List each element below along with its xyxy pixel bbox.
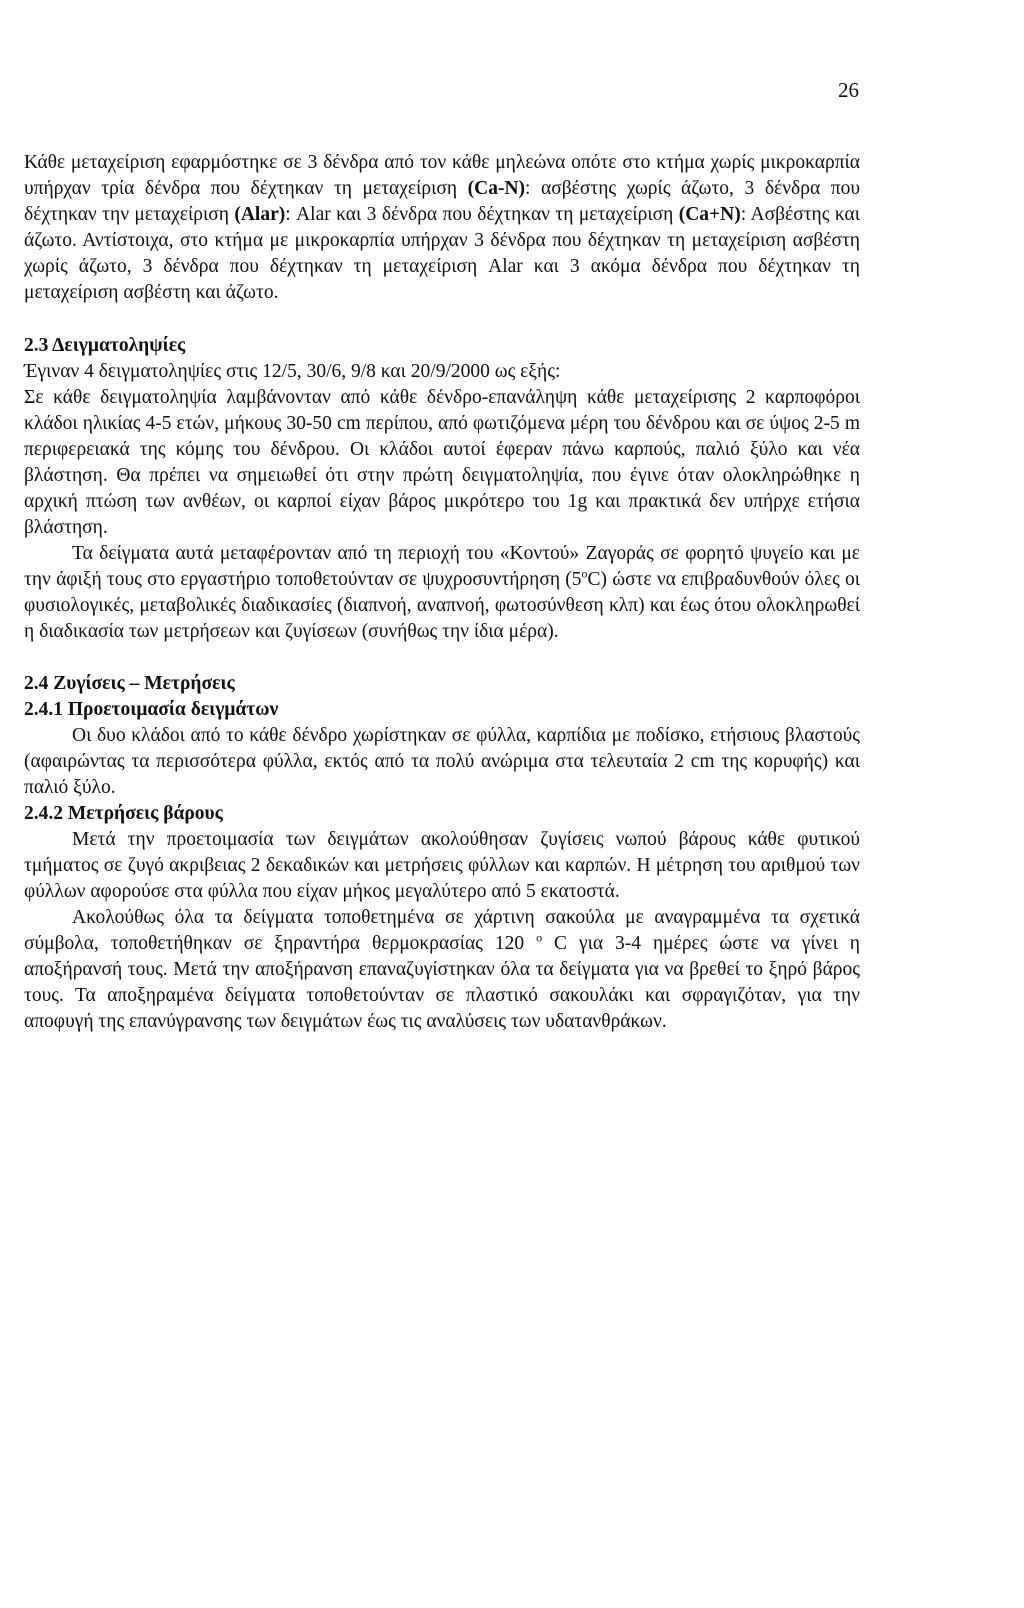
treatment-label-alar: (Alar) — [234, 204, 286, 225]
drying-text-2: C για 3-4 ημέρες ώστε να γίνει η αποξήρανσή τους. Μετά την αποξήρανση επαναζυγίστηκαν όλα τα δείγματα για να βρεθεί το ξηρό βάρος τους. Τα αποξηραμένα δείγματα τοποθετούνταν σε πλαστικό σακουλάκι και σφραγιζόταν, για την αποφυγή της επανύγρανσης των δειγμάτων έως τις αναλύσεις των υδατανθράκων. — [24, 933, 861, 1032]
page-number: 26 — [838, 78, 859, 102]
degree-superscript: ο — [581, 566, 588, 581]
spacer — [24, 645, 860, 671]
spacer — [24, 306, 860, 333]
intro-paragraph — [24, 150, 860, 306]
weight-measurement-paragraph: Μετά την προετοιμασία των δειγμάτων ακολούθησαν ζυγίσεις νωπού βάρους κάθε φυτικού τμήματος σε ζυγό ακριβειας 2 δεκαδικών και μετρήσεις φύλλων και καρπών. Η μέτρηση του αριθμού των φύλλων αφορούσε στα φύλλα που είχαν μήκος μεγαλύτερο από 5 εκατοστά. — [24, 829, 860, 902]
drying-text-1: Ακολούθως όλα τα δείγματα τοποθετημένα σε χάρτινη σακούλα με αναγραμμένα τα σχετικά σύμβολα, τοποθετήθηκαν σε ξηραντήρα θερμοκρασίας 120 — [24, 907, 860, 954]
section-heading-2-4-2: 2.4.2 Μετρήσεις βάρους — [24, 803, 223, 824]
intro-text-1: Κάθε μεταχείριση εφαρμόστηκε σε 3 δένδρα από τον κάθε μηλεώνα οπότε στο κτήμα χωρίς μικροκαρπία υπήρχαν τρία δένδρα που δέχτηκαν τη μεταχείριση — [24, 152, 860, 199]
intro-text-4: : Ασβέστης και άζωτο. Αντίστοιχα, στο κτήμα με μικροκαρπία υπήρχαν 3 δένδρα που δέχτηκαν τη μεταχείριση ασβέστη χωρίς άζωτο, 3 δένδρα που δέχτηκαν τη μεταχείριση Alar και 3 ακόμα δένδρα που δέχτηκαν τη μεταχείριση ασβέστη και άζωτο. — [24, 204, 861, 303]
section-heading-2-3: 2.3 Δειγματοληψίες — [24, 335, 186, 356]
section-heading-2-4: 2.4 Ζυγίσεις – Μετρήσεις — [24, 673, 235, 694]
degree-superscript: ο — [536, 930, 543, 945]
sampling-dates-paragraph: Έγιναν 4 δειγματοληψίες στις 12/5, 30/6, 9/8 και 20/9/2000 ως εξής: — [24, 361, 561, 382]
sample-transport-paragraph — [24, 541, 860, 645]
intro-text-2: : ασβέστης χωρίς άζωτο, 3 δένδρα που δέχτηκαν την μεταχείριση — [24, 178, 861, 225]
sample-transport-text-2: C) ώστε να επιβραδυνθούν όλες οι φυσιολογικές, μεταβολικές διαδικασίες (διαπνοή, αναπνοή, φωτοσύνθεση κλπ) και έως ότου ολοκληρωθεί η διαδικασία των μετρήσεων και ζυγίσεων (συνήθως την ίδια μέρα). — [24, 569, 861, 642]
treatment-label-ca-n: (Ca-N) — [467, 178, 526, 199]
sample-transport-text-1: Τα δείγματα αυτά μεταφέρονταν από τη περιοχή του «Κοντού» Ζαγοράς σε φορητό ψυγείο και με την άφιξή τους στο εργαστήριο τοποθετούνταν σε ψυχροσυντήρηση (5 — [24, 543, 860, 590]
sample-preparation-paragraph: Οι δυο κλάδοι από το κάθε δένδρο χωρίστηκαν σε φύλλα, καρπίδια με ποδίσκο, ετήσιους βλαστούς (αφαιρώντας τα περισσότερα φύλλα, εκτός από τα πολύ ανώριμα στα τελευταία 2 cm της κορυφής) και παλιό ξύλο. — [24, 725, 860, 798]
drying-paragraph — [24, 905, 860, 1035]
document-body — [24, 150, 860, 1035]
sampling-method-paragraph: Σε κάθε δειγματοληψία λαμβάνονταν από κάθε δένδρο-επανάληψη κάθε μεταχείρισης 2 καρποφόροι κλάδοι ηλικίας 4-5 ετών, μήκους 30-50 cm περίπου, από φωτιζόμενα μέρη του δένδρου και σε ύψος 2-5 m περιφερειακά της κόμης του δένδρου. Οι κλάδοι αυτοί έφεραν πάνω καρπούς, παλιό ξύλο και νέα βλάστηση. Θα πρέπει να σημειωθεί ότι στην πρώτη δειγματοληψία, που έγινε όταν ολοκληρώθηκε η αρχική πτώση των ανθέων, οι καρποί είχαν βάρος μικρότερο του 1g και πρακτικά δεν υπήρχε ετήσια βλάστηση. — [24, 387, 860, 538]
treatment-label-ca-plus-n: (Ca+N) — [678, 204, 741, 225]
section-heading-2-4-1: 2.4.1 Προετοιμασία δειγμάτων — [24, 699, 279, 720]
intro-text-3: : Alar και 3 δένδρα που δέχτηκαν τη μεταχείριση — [285, 204, 679, 225]
